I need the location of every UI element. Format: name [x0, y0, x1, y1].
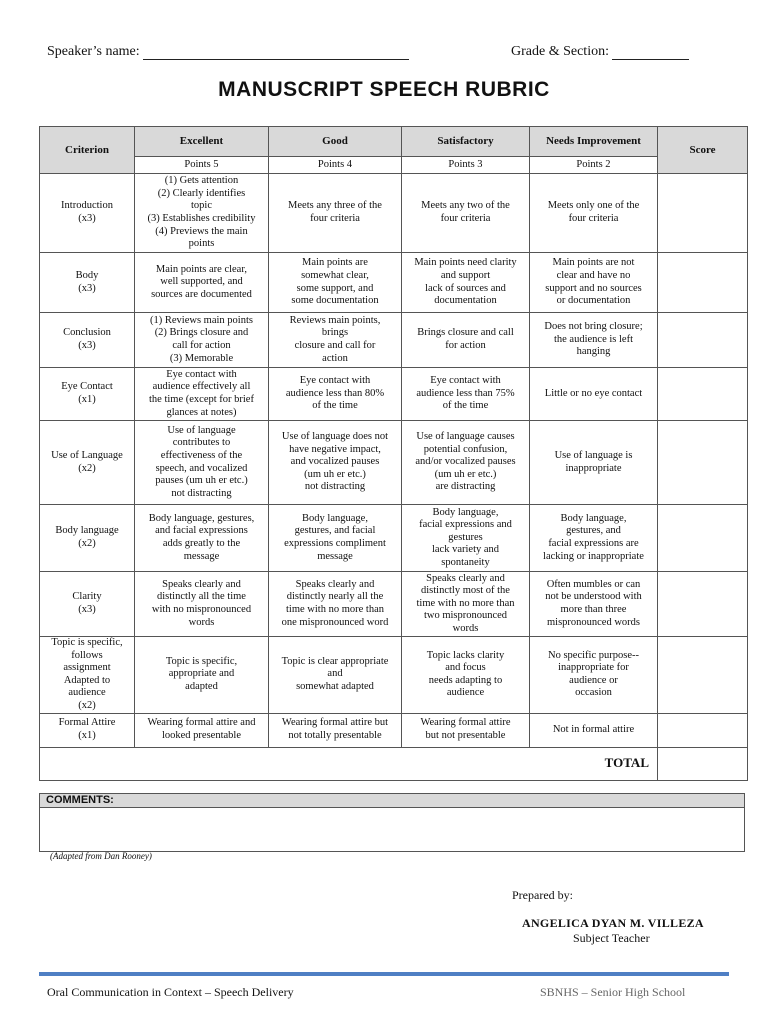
descriptor-cell-line: more than three	[560, 604, 627, 615]
criterion-cell	[40, 174, 135, 253]
rubric-row	[40, 421, 748, 505]
descriptor-cell-line: and vocalized pauses	[290, 456, 380, 468]
descriptor-cell-line: four criteria	[310, 213, 360, 224]
criterion-cell-line: Formal Attire	[58, 717, 116, 729]
total-score-cell[interactable]	[658, 747, 748, 780]
descriptor-cell	[135, 253, 269, 313]
descriptor-cell-line: support and no sources	[545, 282, 642, 294]
criterion-cell-line: (x1)	[78, 394, 96, 405]
descriptor-cell-line: and facial expressions	[155, 525, 248, 537]
descriptor-cell	[269, 368, 402, 421]
criterion-cell	[40, 253, 135, 313]
rubric-row	[40, 253, 748, 313]
descriptor-cell-line: one mispronounced word	[281, 616, 389, 628]
descriptor-cell	[530, 174, 658, 253]
criterion-cell-line: (x2)	[78, 538, 96, 549]
descriptor-cell-line: needs adapting to	[428, 674, 503, 686]
footer-school: SBNHS – Senior High School	[540, 985, 686, 999]
grade-section-label: Grade & Section:	[511, 44, 609, 59]
criterion-cell-line: (x1)	[78, 730, 96, 742]
descriptor-cell-line: lack of sources and	[425, 282, 506, 294]
descriptor-cell-line: glances at notes)	[166, 406, 237, 418]
descriptor-cell-line: clear and have no	[556, 269, 631, 281]
descriptor-cell-line: (3) Establishes credibility	[147, 213, 256, 224]
descriptor-cell-line: audience less than 80%	[285, 387, 385, 399]
criterion-cell-line: Adapted to	[63, 674, 111, 686]
descriptor-cell	[402, 421, 530, 505]
points-cell: Points 5	[135, 157, 269, 174]
score-cell[interactable]	[658, 572, 748, 637]
descriptor-cell-line: No specific purpose--	[548, 649, 639, 661]
criterion-cell	[40, 421, 135, 505]
descriptor-cell-line: action	[322, 352, 348, 364]
descriptor-cell-line: Topic is clear appropriate	[281, 655, 389, 667]
score-cell[interactable]	[658, 505, 748, 572]
grade-section-field	[511, 44, 689, 60]
descriptor-cell-line: and support	[440, 269, 491, 281]
rubric-row	[40, 505, 748, 572]
criterion-cell-line: Use of Language	[51, 449, 123, 461]
descriptor-cell-line: not totally presentable	[288, 730, 382, 742]
descriptor-cell-line: of the time	[312, 400, 358, 412]
descriptor-cell-line: Body language,	[302, 512, 368, 524]
descriptor-cell-line: facial expressions and	[419, 519, 512, 531]
descriptor-cell	[530, 368, 658, 421]
total-label: TOTAL	[40, 747, 658, 780]
speaker-name-line	[143, 45, 409, 60]
descriptor-cell-line: topic	[191, 200, 212, 212]
descriptor-cell	[135, 174, 269, 253]
descriptor-cell-line: or documentation	[556, 295, 631, 307]
descriptor-cell-line: potential confusion,	[423, 443, 508, 455]
descriptor-cell-line: (um uh er etc.)	[434, 468, 497, 480]
descriptor-cell-line: contributes to	[172, 437, 231, 449]
criterion-cell	[40, 313, 135, 368]
criterion-cell	[40, 368, 135, 421]
points-cell: Points 3	[402, 157, 530, 174]
criterion-cell-line: Body language	[55, 525, 119, 537]
descriptor-cell	[135, 505, 269, 572]
descriptor-cell	[402, 313, 530, 368]
criterion-cell-line: (x2)	[78, 699, 96, 711]
score-cell[interactable]	[658, 637, 748, 714]
criterion-cell-line: (x3)	[78, 340, 96, 351]
descriptor-cell-line: audience or	[569, 674, 618, 686]
descriptor-cell	[135, 368, 269, 421]
descriptor-cell-line: distinctly all the time	[157, 591, 246, 603]
descriptor-cell-line: points	[188, 238, 215, 250]
speaker-name-label: Speaker’s name:	[47, 44, 140, 59]
descriptor-cell-line: Body language,	[432, 506, 499, 518]
descriptor-cell-line: four criteria	[568, 213, 619, 224]
descriptor-cell-line: and/or vocalized pauses	[415, 456, 516, 468]
descriptor-cell-line: brings	[321, 327, 349, 339]
descriptor-cell-line: words	[452, 622, 479, 634]
descriptor-cell-line: of the time	[442, 400, 489, 412]
descriptor-cell-line: Meets any three of the	[288, 200, 382, 212]
criterion-cell	[40, 505, 135, 572]
descriptor-cell-line: lacking or inappropriate	[543, 550, 644, 562]
rubric-row	[40, 368, 748, 421]
descriptor-cell	[135, 713, 269, 747]
descriptor-cell-line: Not in formal attire	[552, 723, 635, 735]
criterion-cell-line: Body	[75, 269, 99, 281]
score-cell[interactable]	[658, 421, 748, 505]
level-header: Needs Improvement	[530, 127, 658, 157]
descriptor-cell-line: have negative impact,	[289, 443, 381, 455]
descriptor-cell-line: four criteria	[440, 213, 491, 224]
criterion-cell-line: (x3)	[78, 282, 96, 294]
descriptor-cell	[402, 174, 530, 253]
descriptor-cell-line: Body language, gestures,	[148, 512, 255, 524]
descriptor-cell	[530, 421, 658, 505]
descriptor-cell-line: for action	[445, 340, 486, 351]
criterion-cell-line: Conclusion	[63, 327, 111, 339]
descriptor-cell-line: two mispronounced	[423, 610, 508, 622]
descriptor-cell	[402, 572, 530, 637]
descriptor-cell-line: speech, and vocalized	[155, 462, 248, 474]
descriptor-cell-line: inappropriate	[565, 462, 622, 474]
criterion-cell	[40, 713, 135, 747]
descriptor-cell-line: words	[188, 616, 215, 628]
speaker-name-field	[47, 44, 409, 60]
criterion-cell-line: Topic is specific,	[51, 637, 123, 648]
descriptor-cell-line: Does not bring closure;	[544, 321, 643, 333]
descriptor-cell-line: some support, and	[296, 282, 374, 294]
footer-divider	[39, 972, 729, 976]
descriptor-cell-line: distinctly most of the	[421, 585, 510, 597]
criterion-cell-line: Introduction	[61, 200, 113, 212]
descriptor-cell	[135, 572, 269, 637]
descriptor-cell-line: Speaks clearly and	[295, 578, 375, 590]
descriptor-cell-line: occasion	[575, 687, 612, 699]
descriptor-cell-line: gestures, and	[566, 525, 621, 537]
descriptor-cell-line: audience less than 75%	[416, 387, 515, 399]
descriptor-cell-line: time with no more than	[416, 597, 515, 609]
descriptor-cell	[402, 368, 530, 421]
descriptor-cell	[269, 313, 402, 368]
level-header: Good	[269, 127, 402, 157]
descriptor-cell-line: sources are documented	[151, 288, 252, 300]
descriptor-cell-line: Main points are not	[552, 257, 635, 269]
comments-box	[39, 793, 745, 852]
rubric-row	[40, 572, 748, 637]
descriptor-cell-line: Eye contact with	[166, 368, 237, 380]
descriptor-cell-line: closure and call for	[294, 340, 376, 351]
descriptor-cell-line: Wearing formal attire but	[281, 717, 389, 729]
descriptor-cell-line: Use of language	[167, 424, 236, 436]
criterion-cell-line: Eye Contact	[61, 381, 113, 393]
descriptor-cell-line: time with no more than	[286, 604, 384, 615]
descriptor-cell-line: adds greatly to the	[162, 538, 241, 549]
descriptor-cell-line: adapted	[185, 681, 218, 693]
descriptor-cell	[530, 713, 658, 747]
descriptor-cell-line: Often mumbles or can	[546, 578, 641, 590]
descriptor-cell	[530, 637, 658, 714]
descriptor-cell	[402, 637, 530, 714]
descriptor-cell-line: well supported, and	[160, 276, 243, 288]
descriptor-cell-line: effectiveness of the	[160, 449, 243, 461]
descriptor-cell-line: call for action	[172, 340, 231, 351]
descriptor-cell	[402, 505, 530, 572]
descriptor-cell-line: Eye contact with	[299, 375, 371, 387]
descriptor-cell	[269, 421, 402, 505]
prepared-by-label: Prepared by:	[512, 888, 573, 902]
descriptor-cell-line: some documentation	[291, 295, 379, 307]
descriptor-cell-line: pauses (um uh er etc.)	[155, 475, 248, 487]
descriptor-cell-line: message	[183, 550, 220, 562]
descriptor-cell-line: gestures	[448, 531, 483, 543]
descriptor-cell-line: (2) Brings closure and	[154, 327, 249, 339]
descriptor-cell-line: the time (except for brief	[149, 394, 254, 405]
teacher-role: Subject Teacher	[573, 931, 650, 945]
rubric-row	[40, 313, 748, 368]
criterion-cell-line: Clarity	[72, 591, 102, 603]
page-title: MANUSCRIPT SPEECH RUBRIC	[218, 78, 550, 101]
adapted-note: (Adapted from Dan Rooney)	[50, 851, 152, 861]
descriptor-cell-line: message	[317, 550, 353, 562]
descriptor-cell-line: the audience is left	[553, 333, 633, 345]
descriptor-cell-line: with no mispronounced	[151, 604, 252, 615]
descriptor-cell-line: Main points are	[302, 257, 368, 269]
descriptor-cell-line: Wearing formal attire	[420, 717, 511, 729]
descriptor-cell-line: inappropriate for	[558, 662, 629, 674]
descriptor-cell	[530, 313, 658, 368]
teacher-name: ANGELICA DYAN M. VILLEZA	[522, 916, 704, 930]
criterion-cell-line: audience	[68, 687, 106, 699]
descriptor-cell-line: Little or no eye contact	[544, 387, 643, 399]
descriptor-cell-line: Meets any two of the	[421, 200, 510, 212]
descriptor-cell-line: gestures, and facial	[294, 525, 376, 537]
descriptor-cell	[269, 174, 402, 253]
descriptor-cell-line: (2) Clearly identifies	[157, 187, 246, 199]
descriptor-cell-line: Reviews main points,	[289, 314, 381, 326]
descriptor-cell-line: Topic is specific,	[165, 655, 238, 667]
criterion-cell-line: (x2)	[78, 462, 96, 474]
criterion-cell	[40, 637, 135, 714]
grade-section-line	[612, 45, 689, 60]
descriptor-cell-line: somewhat adapted	[296, 681, 374, 693]
descriptor-cell-line: (1) Reviews main points	[150, 314, 253, 326]
descriptor-cell-line: Speaks clearly and	[426, 572, 505, 584]
descriptor-cell-line: Use of language is	[554, 449, 633, 461]
rubric-row	[40, 713, 748, 747]
descriptor-cell-line: Eye contact with	[430, 375, 501, 387]
score-cell[interactable]	[658, 368, 748, 421]
descriptor-cell-line: Body language,	[560, 512, 627, 524]
descriptor-cell-line: Wearing formal attire and	[147, 717, 256, 729]
comments-label: COMMENTS:	[40, 794, 744, 808]
descriptor-cell-line: expressions compliment	[284, 538, 386, 549]
descriptor-cell-line: lack variety and	[431, 544, 500, 556]
descriptor-cell-line: (3) Memorable	[169, 352, 234, 364]
descriptor-cell-line: Use of language causes	[416, 431, 515, 443]
score-cell[interactable]	[658, 313, 748, 368]
descriptor-cell-line: and focus	[445, 662, 486, 674]
footer-course: Oral Communication in Context – Speech Delivery	[47, 985, 294, 999]
criterion-cell	[40, 572, 135, 637]
score-cell[interactable]	[658, 174, 748, 253]
descriptor-cell	[269, 572, 402, 637]
descriptor-cell-line: Use of language does not	[281, 431, 389, 443]
score-header: Score	[658, 127, 748, 174]
descriptor-cell	[402, 253, 530, 313]
descriptor-cell	[135, 637, 269, 714]
score-cell[interactable]	[658, 713, 748, 747]
descriptor-cell-line: Speaks clearly and	[162, 578, 241, 590]
descriptor-cell-line: not distracting	[171, 487, 232, 499]
descriptor-cell-line: facial expressions are	[548, 538, 639, 549]
criterion-cell-line: follows	[71, 649, 103, 661]
descriptor-cell-line: audience effectively all	[152, 381, 251, 393]
descriptor-cell-line: (1) Gets attention	[164, 175, 239, 187]
points-cell: Points 2	[530, 157, 658, 174]
rubric-table	[39, 126, 748, 781]
descriptor-cell-line: (4) Previews the main	[155, 225, 248, 237]
descriptor-cell	[530, 505, 658, 572]
rubric-row	[40, 637, 748, 714]
descriptor-cell-line: hanging	[576, 346, 611, 358]
descriptor-cell-line: not distracting	[304, 481, 366, 493]
descriptor-cell	[530, 572, 658, 637]
criterion-header: Criterion	[40, 127, 135, 174]
descriptor-cell	[269, 253, 402, 313]
total-row	[40, 747, 748, 780]
descriptor-cell-line: documentation	[434, 295, 497, 307]
criterion-cell-line: (x3)	[78, 604, 96, 615]
score-cell[interactable]	[658, 253, 748, 313]
descriptor-cell-line: somewhat clear,	[301, 269, 369, 281]
descriptor-cell	[530, 253, 658, 313]
descriptor-cell-line: and	[327, 668, 343, 680]
descriptor-cell	[269, 505, 402, 572]
descriptor-cell-line: distinctly nearly all the	[286, 591, 384, 603]
descriptor-cell-line: mispronounced words	[546, 616, 641, 628]
descriptor-cell-line: not be understood with	[545, 591, 642, 603]
descriptor-cell	[269, 713, 402, 747]
descriptor-cell-line: looked presentable	[161, 730, 241, 742]
descriptor-cell-line: Brings closure and call	[417, 327, 514, 339]
descriptor-cell	[135, 421, 269, 505]
descriptor-cell-line: Topic lacks clarity	[426, 649, 505, 661]
descriptor-cell	[135, 313, 269, 368]
descriptor-cell-line: audience	[446, 687, 485, 699]
descriptor-cell-line: spontaneity	[441, 556, 490, 568]
descriptor-cell-line: Meets only one of the	[547, 200, 640, 212]
criterion-cell-line: (x3)	[78, 213, 96, 224]
descriptor-cell	[269, 637, 402, 714]
criterion-cell-line: assignment	[63, 662, 111, 674]
descriptor-cell	[402, 713, 530, 747]
descriptor-cell-line: appropriate and	[168, 668, 235, 680]
level-header: Excellent	[135, 127, 269, 157]
descriptor-cell-line: but not presentable	[425, 730, 506, 742]
descriptor-cell-line: (um uh er etc.)	[304, 468, 366, 480]
level-header: Satisfactory	[402, 127, 530, 157]
rubric-row	[40, 174, 748, 253]
comments-area[interactable]	[40, 808, 744, 851]
descriptor-cell-line: are distracting	[435, 481, 496, 493]
descriptor-cell-line: Main points are clear,	[155, 263, 248, 275]
descriptor-cell-line: Main points need clarity	[414, 257, 517, 269]
points-cell: Points 4	[269, 157, 402, 174]
